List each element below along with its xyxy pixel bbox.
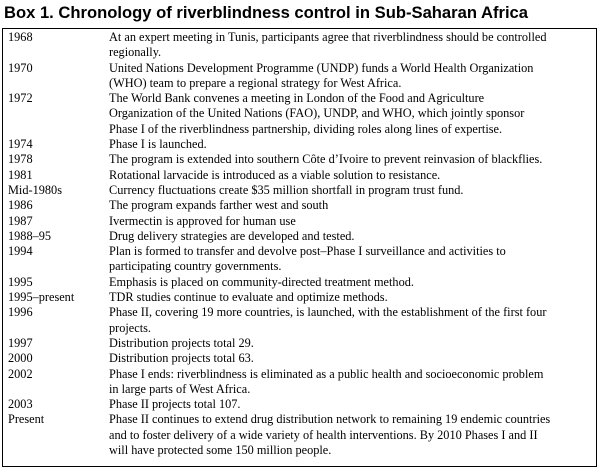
event-line: Ivermectin is approved for human use [109,213,296,228]
chronology-row [8,137,588,152]
row-event [109,336,588,351]
box-title: Box 1. Chronology of riverblindness control in Sub-Saharan Africa [4,3,529,22]
row-year: 1981 [8,167,33,182]
row-year: 1996 [8,305,33,320]
row-event [109,412,588,458]
event-line: Phase I ends: riverblindness is eliminated as a public health and socioeconomic problem [109,366,544,381]
row-event [109,214,588,229]
row-event [109,290,588,305]
chronology-row [8,336,588,351]
row-event [109,229,588,244]
chronology-row [8,168,588,183]
chronology-row [8,30,588,61]
row-year: 1986 [8,198,33,213]
event-line: and to foster delivery of a wide variety of health interventions. By 2010 Phases I and II [109,427,538,442]
row-event [109,397,588,412]
row-year: 1968 [8,30,33,44]
row-year: 1995 [8,274,33,289]
event-line: Emphasis is placed on community-directed treatment method. [109,274,414,289]
chronology-row [8,91,588,137]
row-year: 1995–present [8,290,75,305]
event-line: Distribution projects total 29. [109,335,254,350]
chronology-row [8,61,588,92]
row-year: 2000 [8,351,33,366]
event-line: Organization of the United Nations (FAO), UNDP, and WHO, which jointly sponsor [109,106,525,121]
row-event [109,152,588,167]
row-year: 1988–95 [8,228,52,243]
event-line: (WHO) team to prepare a regional strategy for West Africa. [109,75,402,90]
row-year: 1987 [8,213,33,228]
row-event [109,367,588,398]
event-line: regionally. [109,45,162,60]
event-line: will have protected some 150 million people. [109,443,332,458]
row-year: 1974 [8,137,33,152]
chronology-row [8,275,588,290]
event-line: Drug delivery strategies are developed and tested. [109,228,355,243]
event-line: The World Bank convenes a meeting in London of the Food and Agriculture [109,91,485,106]
chronology-row [8,367,588,398]
row-year: 1997 [8,335,33,350]
event-line: The program expands farther west and south [109,198,329,213]
row-event [109,30,588,61]
event-line: in large parts of West Africa. [109,381,251,396]
event-line: Rotational larvacide is introduced as a viable solution to resistance. [109,167,441,182]
chronology-row [8,351,588,366]
row-event [109,351,588,366]
chronology-row [8,290,588,305]
event-line: Phase II continues to extend drug distribution network to remaining 19 endemic countries [109,412,551,427]
row-event [109,305,588,336]
row-year: 1972 [8,91,33,106]
chronology-row [8,244,588,275]
event-line: Phase I is launched. [109,137,207,152]
event-line: Phase I of the riverblindness partnership, dividing roles along lines of expertise. [109,121,503,136]
event-line: The program is extended into southern Côte d’Ivoire to prevent reinvasion of blackflies. [109,152,543,167]
row-event [109,275,588,290]
row-year: 1978 [8,152,33,167]
row-year: Present [8,412,45,427]
chronology-row [8,152,588,167]
row-event [109,183,588,198]
chronology-row [8,397,588,412]
event-line: United Nations Development Programme (UNDP) funds a World Health Organization [109,60,534,75]
row-year: 2003 [8,397,33,412]
event-line: Phase II, covering 19 more countries, is launched, with the establishment of the first four [109,305,547,320]
row-event [109,91,588,137]
row-event [109,244,588,275]
event-line: projects. [109,320,152,335]
event-line: At an expert meeting in Tunis, participants agree that riverblindness should be controlled [109,30,547,44]
row-year: Mid-1980s [8,182,62,197]
row-event [109,137,588,152]
row-year: 2002 [8,366,33,381]
chronology-row [8,305,588,336]
chronology-row [8,183,588,198]
event-line: TDR studies continue to evaluate and optimize methods. [109,290,388,305]
event-line: Currency fluctuations create $35 million shortfall in program trust fund. [109,182,464,197]
chronology-row [8,198,588,213]
chronology-row [8,229,588,244]
event-line: Plan is formed to transfer and devolve post–Phase I surveillance and activities to [109,244,506,259]
chronology-row [8,214,588,229]
event-line: Phase II projects total 107. [109,397,241,412]
event-line: participating country governments. [109,259,282,274]
row-year: 1994 [8,244,33,259]
chronology-table [8,30,588,458]
chronology-row [8,412,588,458]
row-event [109,168,588,183]
row-year: 1970 [8,60,33,75]
event-line: Distribution projects total 63. [109,351,254,366]
row-event [109,61,588,92]
row-event [109,198,588,213]
